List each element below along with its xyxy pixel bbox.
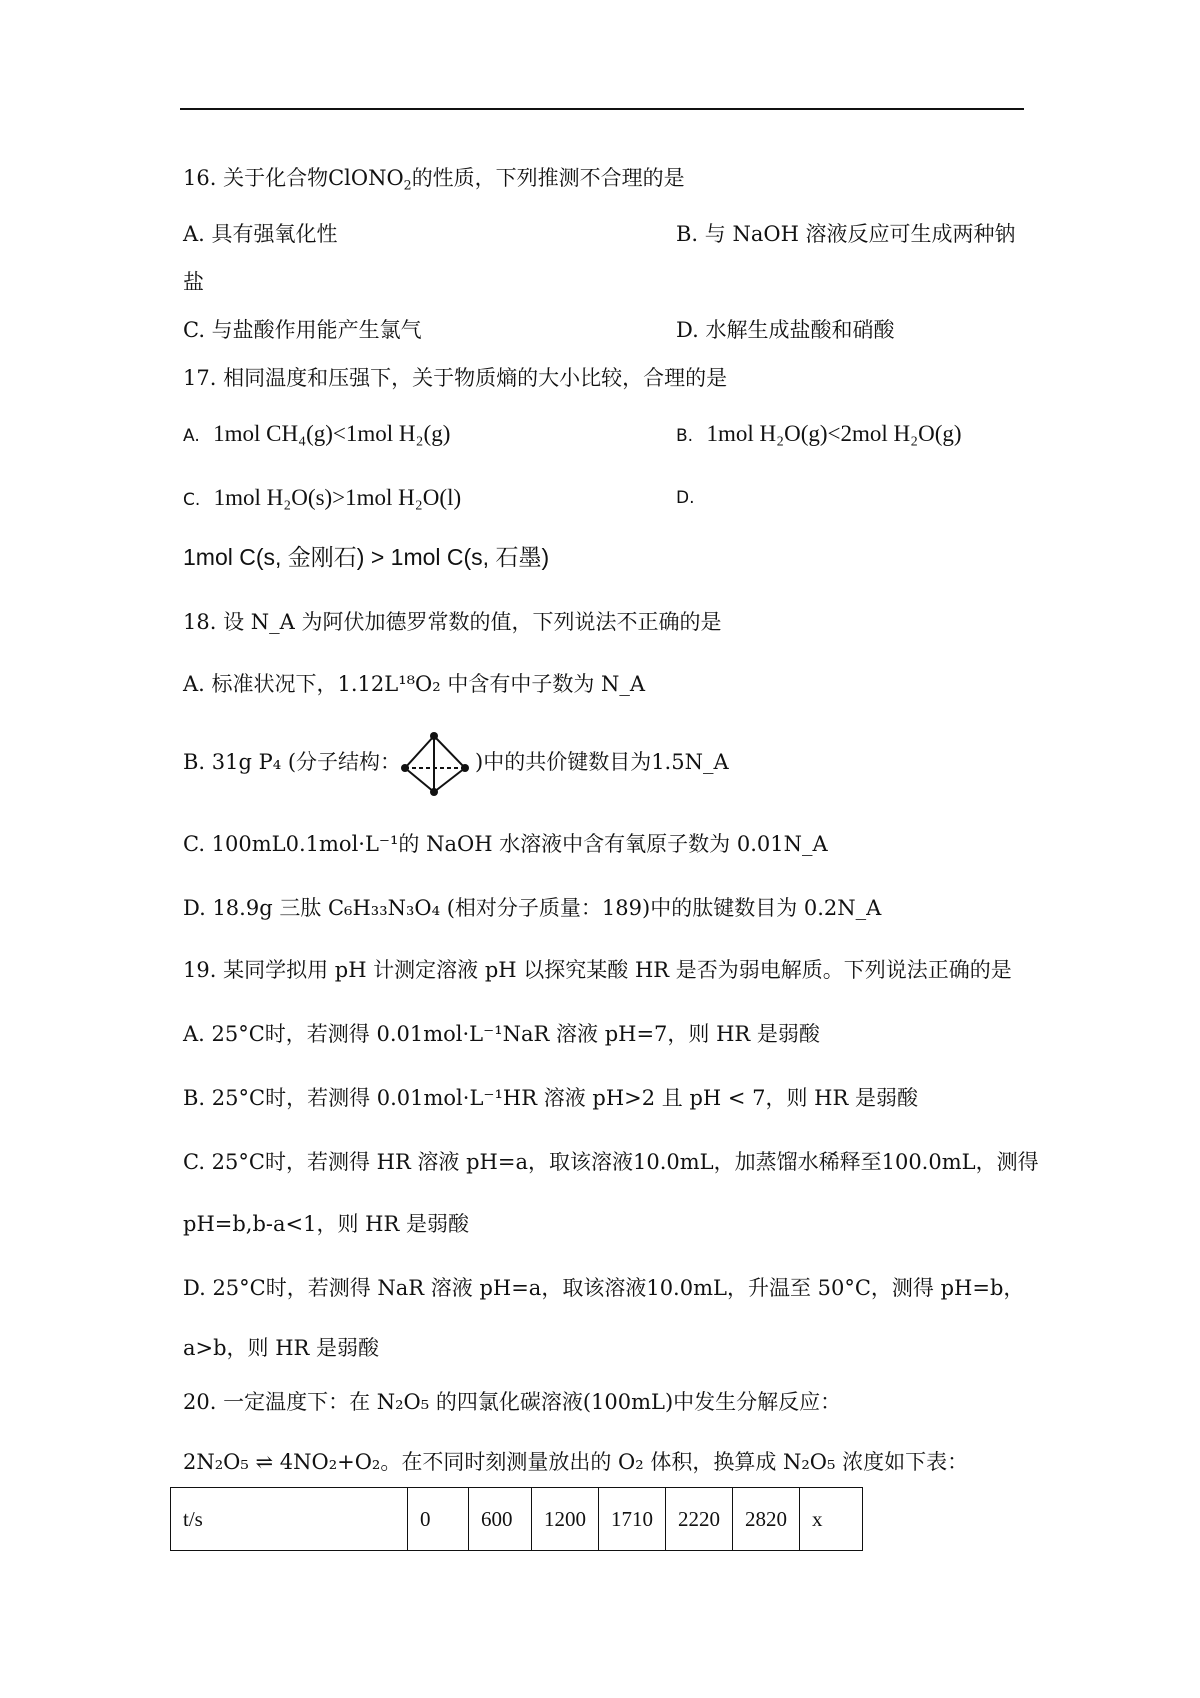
table-cell: 0 xyxy=(408,1488,469,1551)
q20-reaction: 2N₂O₅ ⇌ 4NO₂+O₂。在不同时刻测量放出的 O₂ 体积，换算成 N₂O₅ 浓度如下表： xyxy=(183,1450,969,1474)
p4-molecule-structure-icon xyxy=(393,728,475,798)
q19-option-b: B. 25°C时，若测得 0.01mol·L⁻¹HR 溶液 pH>2 且 pH < 7，则 HR 是弱酸 xyxy=(183,1086,918,1110)
q16-option-d: D. 水解生成盐酸和硝酸 xyxy=(676,318,895,342)
table-header-cell: t/s xyxy=(171,1488,408,1551)
q18-option-c: C. 100mL0.1mol·L⁻¹的 NaOH 水溶液中含有氧原子数为 0.01N_A xyxy=(183,832,828,856)
q19-option-c-wrap: pH=b,b-a<1，则 HR 是弱酸 xyxy=(183,1212,469,1236)
q16-option-a: A. 具有强氧化性 xyxy=(183,222,338,246)
q19-option-c: C. 25°C时，若测得 HR 溶液 pH=a，取该溶液10.0mL，加蒸馏水稀释至100.0mL，测得 xyxy=(183,1150,1039,1174)
q20-stem: 20. 一定温度下：在 N₂O₅ 的四氯化碳溶液(100mL)中发生分解反应： xyxy=(183,1390,842,1414)
q19-option-d: D. 25°C时，若测得 NaR 溶液 pH=a，取该溶液10.0mL，升温至 50°C，测得 pH=b， xyxy=(183,1276,1025,1300)
q16-option-c: C. 与盐酸作用能产生氯气 xyxy=(183,318,422,342)
q18-stem: 18. 设 N_A 为阿伏加德罗常数的值，下列说法不正确的是 xyxy=(183,610,722,634)
q18-option-b-pre: B. 31g P₄ (分子结构： xyxy=(183,750,402,774)
table-cell: x xyxy=(800,1488,863,1551)
q18-option-a: A. 标准状况下，1.12L¹⁸O₂ 中含有中子数为 N_A xyxy=(183,672,646,696)
q18-option-b-post: )中的共价键数目为1.5N_A xyxy=(475,750,729,774)
q17-stem: 17. 相同温度和压强下，关于物质熵的大小比较，合理的是 xyxy=(183,366,728,390)
q19-stem: 19. 某同学拟用 pH 计测定溶液 pH 以探究某酸 HR 是否为弱电解质。下列说法正确的是 xyxy=(183,958,1012,982)
q19-option-d-wrap: a>b，则 HR 是弱酸 xyxy=(183,1336,380,1360)
q16-stem: 16. 关于化合物ClONO$_2$的性质，下列推测不合理的是 xyxy=(183,166,685,193)
q17-option-d: 1mol C(s, 金刚石) > 1mol C(s, 石墨) xyxy=(183,544,550,570)
table-cell: 1710 xyxy=(599,1488,666,1551)
q17-option-b: B. 1mol H₂O(g)<2mol H₂O(g) xyxy=(676,421,962,446)
q17-option-a: A. 1mol CH₄(g)<1mol H₂(g) xyxy=(183,421,451,446)
table-cell: 2820 xyxy=(733,1488,800,1551)
q17-option-c: C. 1mol H₂O(s)>1mol H₂O(l) xyxy=(183,485,462,510)
table-row xyxy=(171,1488,863,1551)
q17-option-d-label: D. xyxy=(676,488,695,508)
header-rule xyxy=(180,108,1024,110)
table-cell: 1200 xyxy=(532,1488,599,1551)
concentration-table xyxy=(170,1487,863,1551)
table-cell: 600 xyxy=(469,1488,532,1551)
table-cell: 2220 xyxy=(666,1488,733,1551)
q16-option-b: B. 与 NaOH 溶液反应可生成两种钠 xyxy=(676,222,1016,246)
q18-option-d: D. 18.9g 三肽 C₆H₃₃N₃O₄ (相对分子质量：189)中的肽键数目为 0.2N_A xyxy=(183,896,882,920)
q16-option-b-wrap: 盐 xyxy=(183,270,204,294)
q19-option-a: A. 25°C时，若测得 0.01mol·L⁻¹NaR 溶液 pH=7，则 HR 是弱酸 xyxy=(183,1022,820,1046)
